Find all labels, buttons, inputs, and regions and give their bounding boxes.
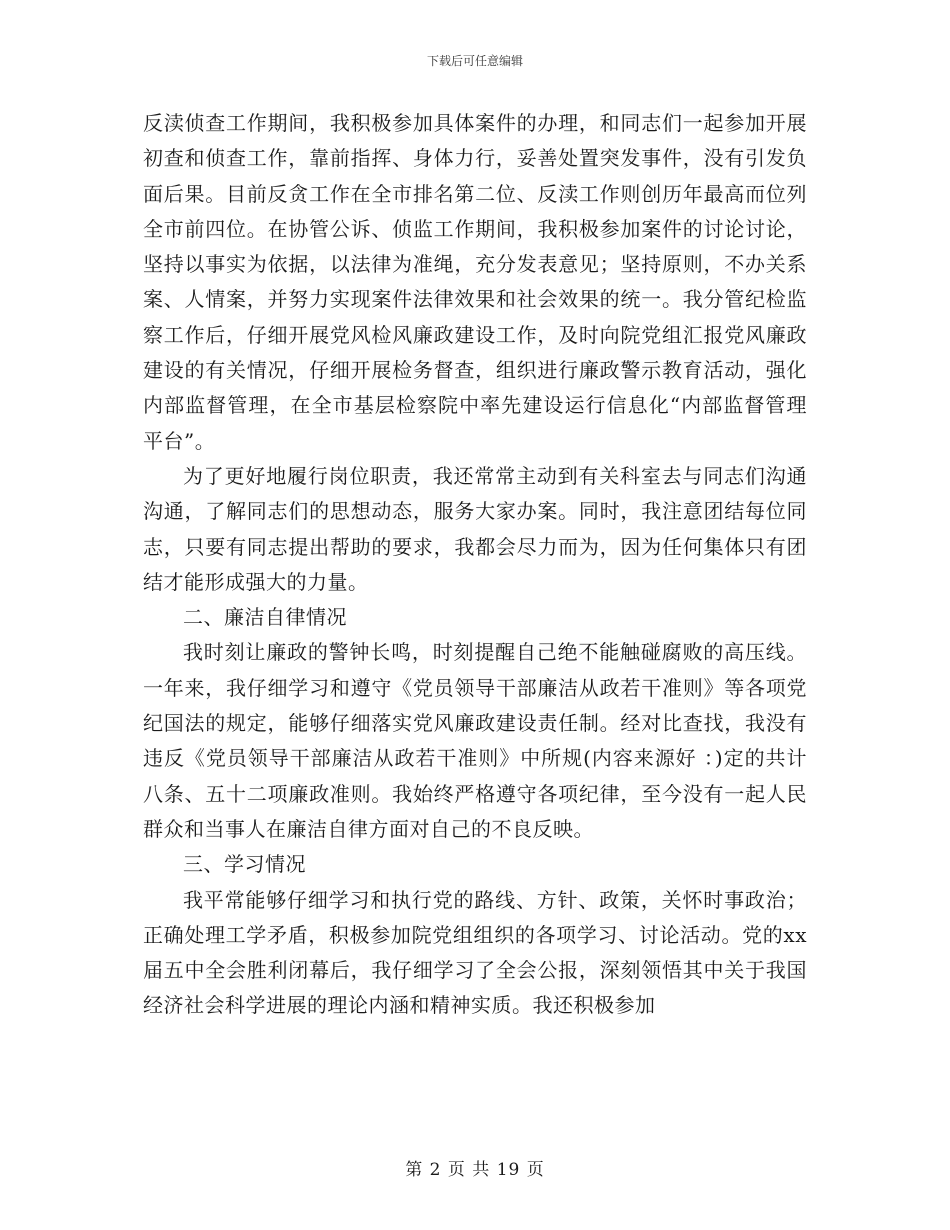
section-heading-integrity: 二、廉洁自律情况 — [183, 605, 347, 630]
page-header: 下载后可任意编辑 — [426, 54, 523, 68]
paragraph-integrity: 我时刻让廉政的警钟长鸣，时刻提醒自己绝不能触碰腐败的高压线。一年来，我仔细学习和遵守《党员领导干部廉洁从政若干准则》等各项党纪国法的规定，能够仔细落实党风廉政建设责任制。经对比查找，我没有违反《党员领导干部廉洁从政若干准则》中所规(内容来源好 ：)定的共计八条、五十二项廉政准则。我始终严格遵守各项纪律，至今没有一起人民群众和当事人在廉洁自律方面对自己的不良反映。 — [143, 640, 807, 841]
document-body — [143, 106, 807, 1024]
paragraph-job-duties: 为了更好地履行岗位职责，我还常常主动到有关科室去与同志们沟通沟通，了解同志们的思想动态，服务大家办案。同时，我注意团结每位同志，只要有同志提出帮助的要求，我都会尽力而为，因为任何集体只有团结才能形成强大的力量。 — [143, 463, 807, 594]
paragraph-case-handling: 反渎侦查工作期间，我积极参加具体案件的办理，和同志们一起参加开展初查和侦查工作，靠前指挥、身体力行，妥善处置突发事件，没有引发负面后果。目前反贪工作在全市排名第二位、反渎工作则创历年最高而位列全市前四位。在协管公诉、侦监工作期间，我积极参加案件的讨论讨论，坚持以事实为依据，以法律为准绳，充分发表意见；坚持原则，不办关系案、人情案，并努力实现案件法律效果和社会效果的统一。我分管纪检监察工作后，仔细开展党风检风廉政建设工作，及时向院党组汇报党风廉政建设的有关情况，仔细开展检务督查，组织进行廉政警示教育活动，强化内部监督管理，在全市基层检察院中率先建设运行信息化“内部监督管理平台”。 — [143, 111, 807, 453]
paragraph-study: 我平常能够仔细学习和执行党的路线、方针、政策，关怀时事政治；正确处理工学矛盾，积极参加院党组组织的各项学习、讨论活动。党的xx届五中全会胜利闭幕后，我仔细学习了全会公报，深刻领悟其中关于我国经济社会科学进展的理论内涵和精神实质。我还积极参加 — [143, 887, 807, 1018]
page-number-footer: 第 2 页 共 19 页 — [405, 1160, 545, 1180]
section-heading-study: 三、学习情况 — [183, 852, 306, 877]
